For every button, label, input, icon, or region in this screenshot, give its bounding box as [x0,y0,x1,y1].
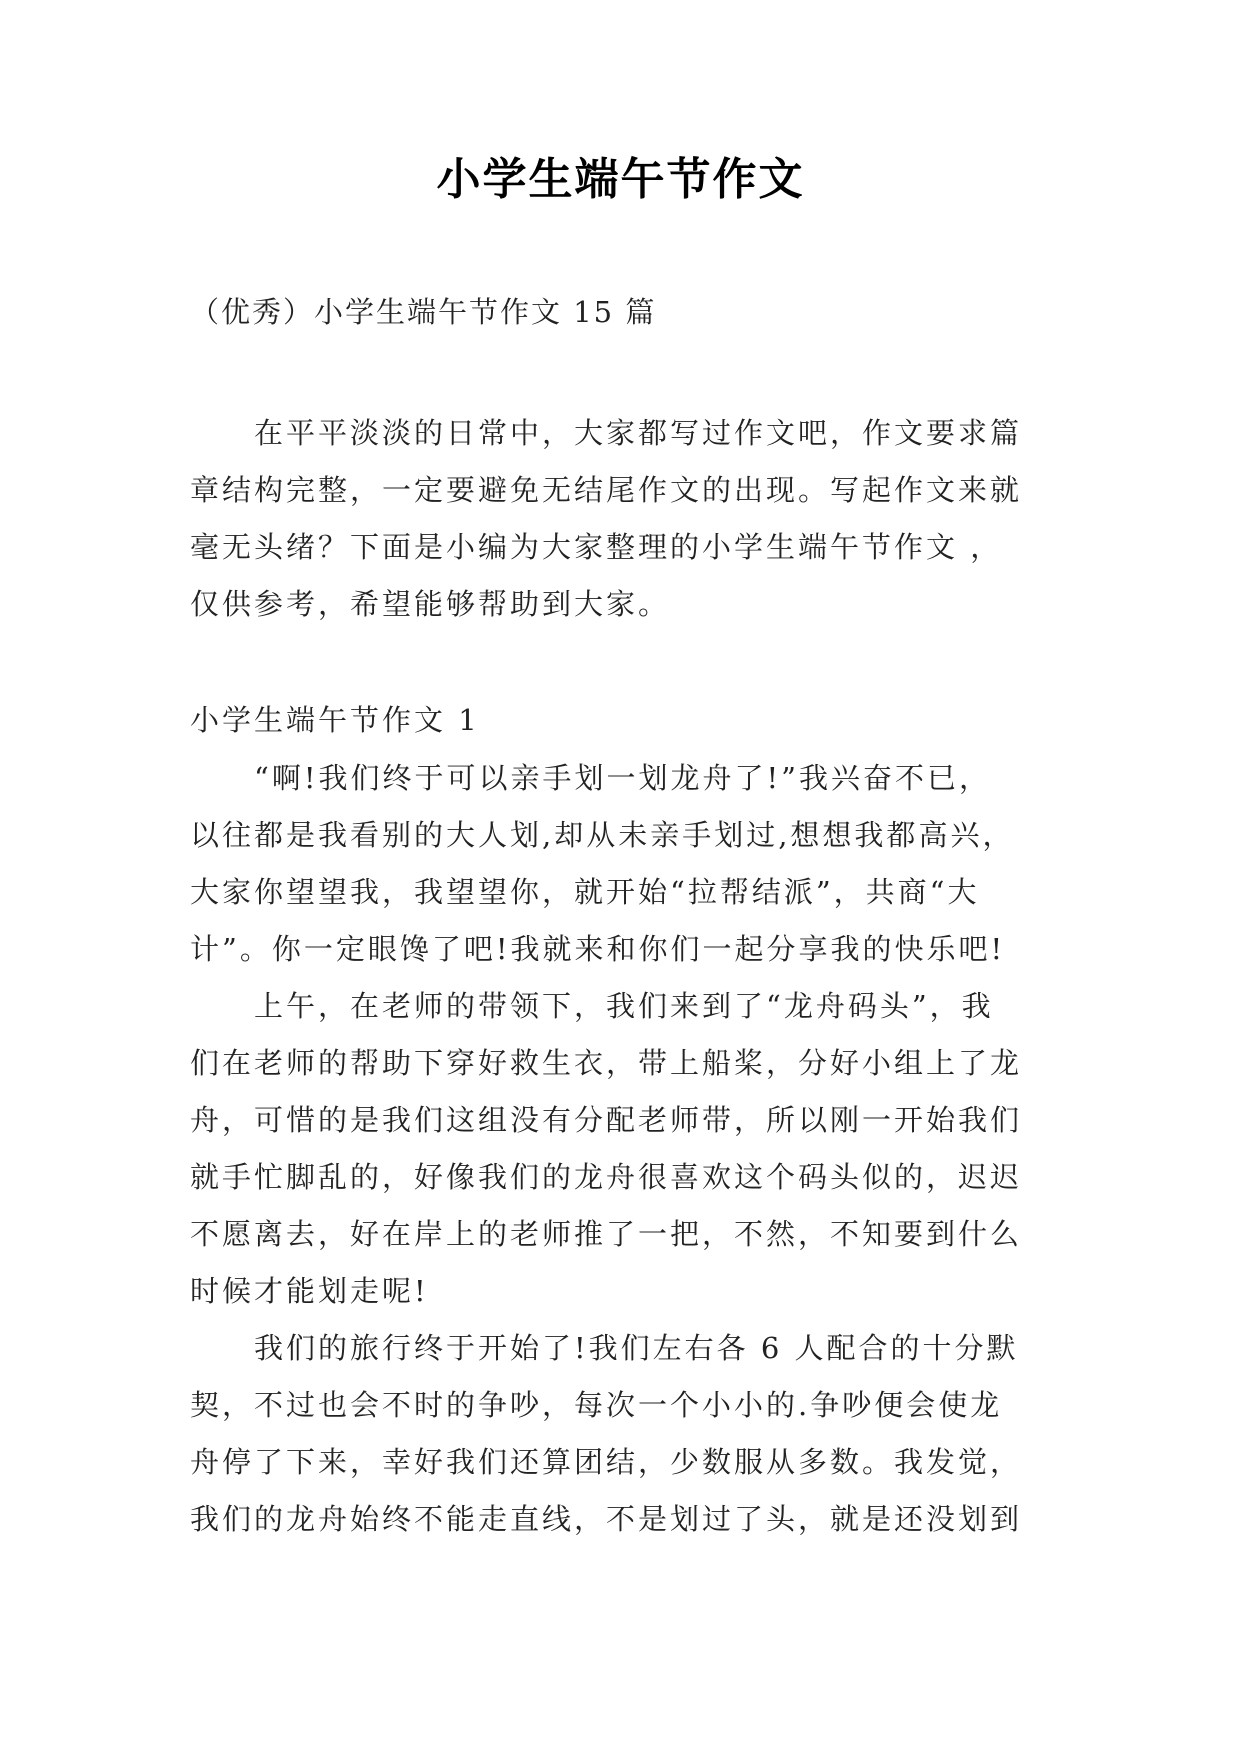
essay-body [190,750,1050,1548]
intro-line: 在平平淡淡的日常中，大家都写过作文吧，作文要求篇 [190,416,1023,450]
essay-line: 我们的龙舟始终不能走直线，不是划过了头，就是还没划到 [190,1502,1023,1536]
intro-line: 毫无头绪？下面是小编为大家整理的小学生端午节作文 ， [190,530,1003,564]
essay-line: “啊!我们终于可以亲手划一划龙舟了!”我兴奋不已， [190,761,991,795]
essay-line: 计”。你一定眼馋了吧!我就来和你们一起分享我的快乐吧! [190,932,1006,966]
intro-paragraph [190,405,1050,633]
document-subtitle: （优秀）小学生端午节作文 15 篇 [190,295,657,329]
essay-line: 舟，可惜的是我们这组没有分配老师带，所以刚一开始我们 [190,1103,1023,1137]
document-title: 小学生端午节作文 [436,154,805,205]
intro-line: 仅供参考，希望能够帮助到大家。 [190,587,671,621]
section-heading: 小学生端午节作文 1 [190,703,480,737]
essay-line: 以往都是我看别的大人划,却从未亲手划过,想想我都高兴， [190,818,1015,852]
essay-line: 时候才能划走呢! [190,1274,429,1308]
essay-line: 契，不过也会不时的争吵，每次一个小小的.争吵便会使龙 [190,1388,1003,1422]
intro-line: 章结构完整，一定要避免无结尾作文的出现。写起作文来就 [190,473,1023,507]
essay-line: 不愿离去，好在岸上的老师推了一把，不然，不知要到什么 [190,1217,1023,1251]
essay-line: 我们的旅行终于开始了!我们左右各 6 人配合的十分默 [190,1331,1019,1365]
essay-line: 舟停了下来，幸好我们还算团结，少数服从多数。我发觉， [190,1445,1023,1479]
essay-line: 大家你望望我，我望望你，就开始“拉帮结派”，共商“大 [190,875,980,909]
essay-line: 上午，在老师的带领下，我们来到了“龙舟码头”，我 [190,989,994,1023]
essay-line: 们在老师的帮助下穿好救生衣，带上船桨，分好小组上了龙 [190,1046,1023,1080]
essay-line: 就手忙脚乱的，好像我们的龙舟很喜欢这个码头似的，迟迟 [190,1160,1023,1194]
